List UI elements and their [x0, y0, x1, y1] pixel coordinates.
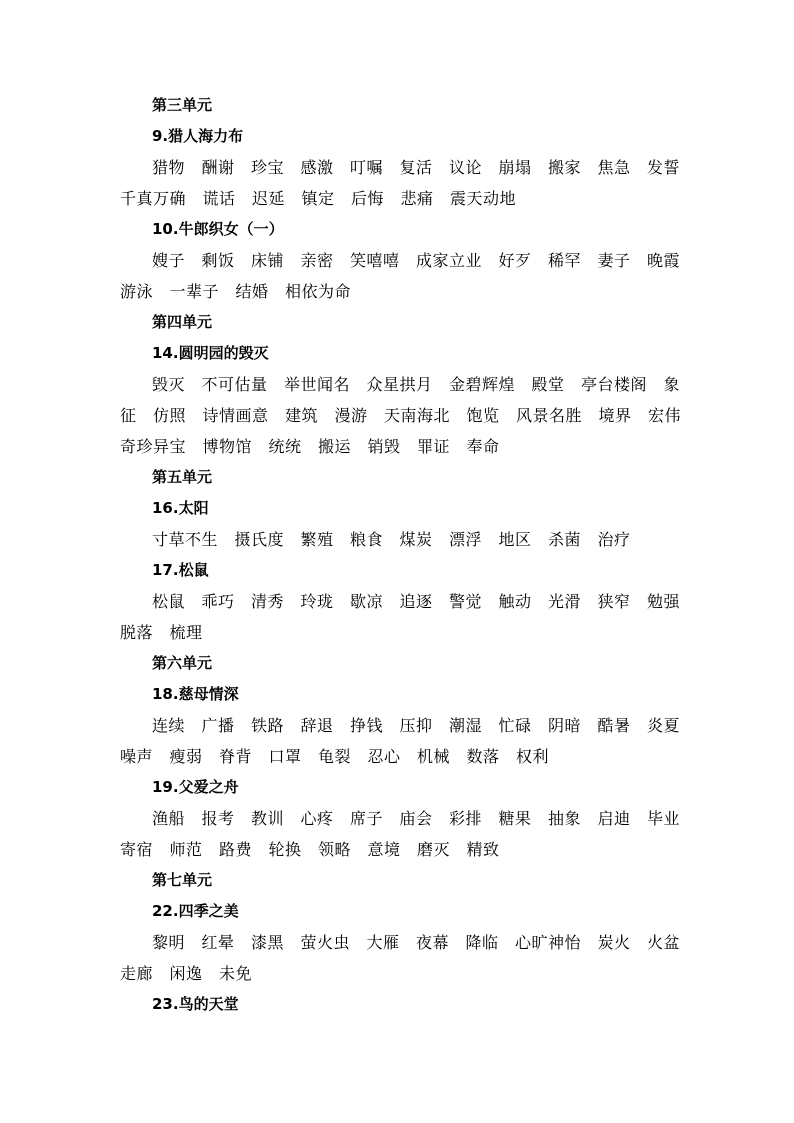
vocabulary-line: 走廊 闲逸 未免 — [120, 964, 253, 983]
lesson-title: 23.鸟的天堂 — [152, 995, 239, 1013]
vocabulary-line: 千真万确 谎话 迟延 镇定 后悔 悲痛 震天动地 — [120, 189, 517, 208]
vocabulary-line: 征 仿照 诗情画意 建筑 漫游 天南海北 饱览 风景名胜 境界 宏伟 — [120, 406, 682, 425]
vocabulary-line: 连续 广播 铁路 辞退 挣钱 压抑 潮湿 忙碌 阴暗 酷暑 炎夏 — [152, 716, 681, 735]
lesson-title: 18.慈母情深 — [152, 685, 239, 703]
vocabulary-line: 猎物 酬谢 珍宝 感激 叮嘱 复活 议论 崩塌 搬家 焦急 发誓 — [152, 158, 681, 177]
lesson-title: 14.圆明园的毁灭 — [152, 344, 269, 362]
unit-heading: 第四单元 — [152, 313, 213, 331]
vocabulary-line: 黎明 红晕 漆黑 萤火虫 大雁 夜幕 降临 心旷神怡 炭火 火盆 — [152, 933, 681, 952]
vocabulary-line: 游泳 一辈子 结婚 相依为命 — [120, 282, 352, 301]
vocabulary-line: 渔船 报考 教训 心疼 席子 庙会 彩排 糖果 抽象 启迪 毕业 — [152, 809, 681, 828]
unit-heading: 第五单元 — [152, 468, 213, 486]
vocabulary-line: 嫂子 剩饭 床铺 亲密 笑嘻嘻 成家立业 好歹 稀罕 妻子 晚霞 — [152, 251, 681, 270]
vocabulary-line: 寄宿 师范 路费 轮换 领略 意境 磨灭 精致 — [120, 840, 500, 859]
lesson-title: 9.猎人海力布 — [152, 127, 244, 145]
unit-heading: 第七单元 — [152, 871, 213, 889]
lesson-title: 22.四季之美 — [152, 902, 239, 920]
vocabulary-line: 寸草不生 摄氏度 繁殖 粮食 煤炭 漂浮 地区 杀菌 治疗 — [152, 530, 631, 549]
vocabulary-line: 噪声 瘦弱 脊背 口罩 龟裂 忍心 机械 数落 权利 — [120, 747, 550, 766]
vocabulary-line: 脱落 梳理 — [120, 623, 203, 642]
vocabulary-line: 奇珍异宝 博物馆 统统 搬运 销毁 罪证 奉命 — [120, 437, 500, 456]
lesson-title: 10.牛郎织女（一） — [152, 220, 284, 238]
vocabulary-line: 松鼠 乖巧 清秀 玲珑 歇凉 追逐 警觉 触动 光滑 狭窄 勉强 — [152, 592, 681, 611]
lesson-title: 16.太阳 — [152, 499, 209, 517]
vocabulary-line: 毁灭 不可估量 举世闻名 众星拱月 金碧辉煌 殿堂 亭台楼阁 象 — [152, 375, 681, 394]
lesson-title: 19.父爱之舟 — [152, 778, 239, 796]
lesson-title: 17.松鼠 — [152, 561, 209, 579]
unit-heading: 第三单元 — [152, 96, 213, 114]
unit-heading: 第六单元 — [152, 654, 213, 672]
